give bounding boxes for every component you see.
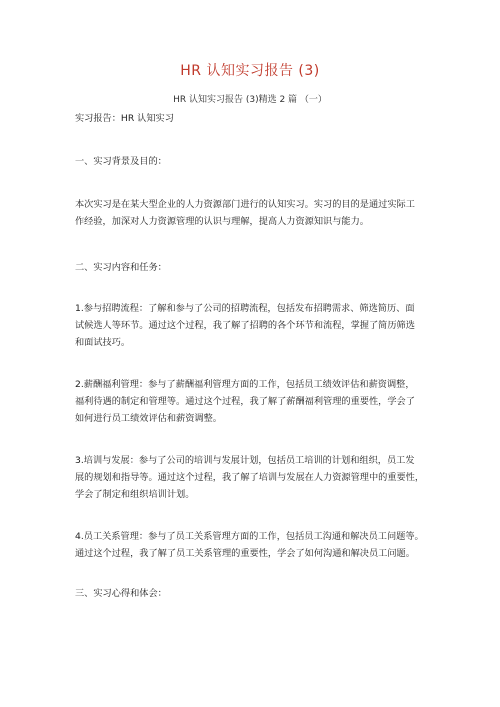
paragraph-line: 福利待遇的制定和管理等。通过这个过程，我了解了薪酬福利管理的重要性，学会了 — [75, 396, 415, 407]
paragraph-line: 作经验，加深对人力资源管理的认识与理解，提高人力资源知识与能力。 — [75, 216, 369, 227]
section2-heading-text: 二、实习内容和任务： — [75, 262, 167, 273]
paragraph-line: 1.参与招聘流程：了解和参与了公司的招聘流程，包括发布招聘需求、筛选简历、面 — [75, 303, 415, 314]
item-training — [75, 452, 435, 503]
paragraph-line: 学会了制定和组织培训计划。 — [75, 489, 195, 500]
paragraph-line: 如何进行员工绩效评估和薪资调整。 — [75, 413, 222, 424]
item-compensation — [75, 376, 435, 427]
document-title: HR 认知实习报告 (3) — [180, 63, 320, 79]
paragraph-line: 和面试技巧。 — [75, 337, 131, 348]
report-label — [75, 110, 435, 127]
section3-heading-text: 三、实习心得和体会： — [75, 588, 167, 599]
paragraph-line: 试候选人等环节。通过这个过程，我了解了招聘的各个环节和流程，掌握了简历筛选 — [75, 320, 415, 331]
paragraph-line: 3.培训与发展：参与了公司的培训与发展计划，包括员工培训的计划和组织，员工发 — [75, 455, 415, 466]
paragraph-line: 展的规划和指导等。通过这个过程，我了解了培训与发展在人力资源管理中的重要性， — [75, 472, 425, 483]
section1-paragraph — [75, 196, 435, 230]
paragraph-line: 通过这个过程，我了解了员工关系管理的重要性，学会了如何沟通和解决员工问题。 — [75, 548, 415, 559]
document-subtitle: HR 认知实习报告 (3)精选 2 篇 （一） — [173, 95, 327, 105]
paragraph-line: 4.员工关系管理：参与了员工关系管理方面的工作，包括员工沟通和解决员工问题等。 — [75, 531, 424, 542]
section1-heading-text: 一、实习背景及目的： — [75, 156, 167, 167]
paragraph-line: 本次实习是在某大型企业的人力资源部门进行的认知实习。实习的目的是通过实际工 — [75, 199, 415, 210]
report-label-text: 实习报告：HR 认知实习 — [75, 113, 174, 124]
section3-heading — [75, 585, 435, 602]
item-employee-relations — [75, 528, 435, 562]
paragraph-line: 2.薪酬福利管理：参与了薪酬福利管理方面的工作，包括员工绩效评估和薪资调整， — [75, 379, 415, 390]
section2-heading — [75, 259, 435, 276]
item-recruitment — [75, 300, 435, 351]
section1-heading — [75, 153, 435, 170]
